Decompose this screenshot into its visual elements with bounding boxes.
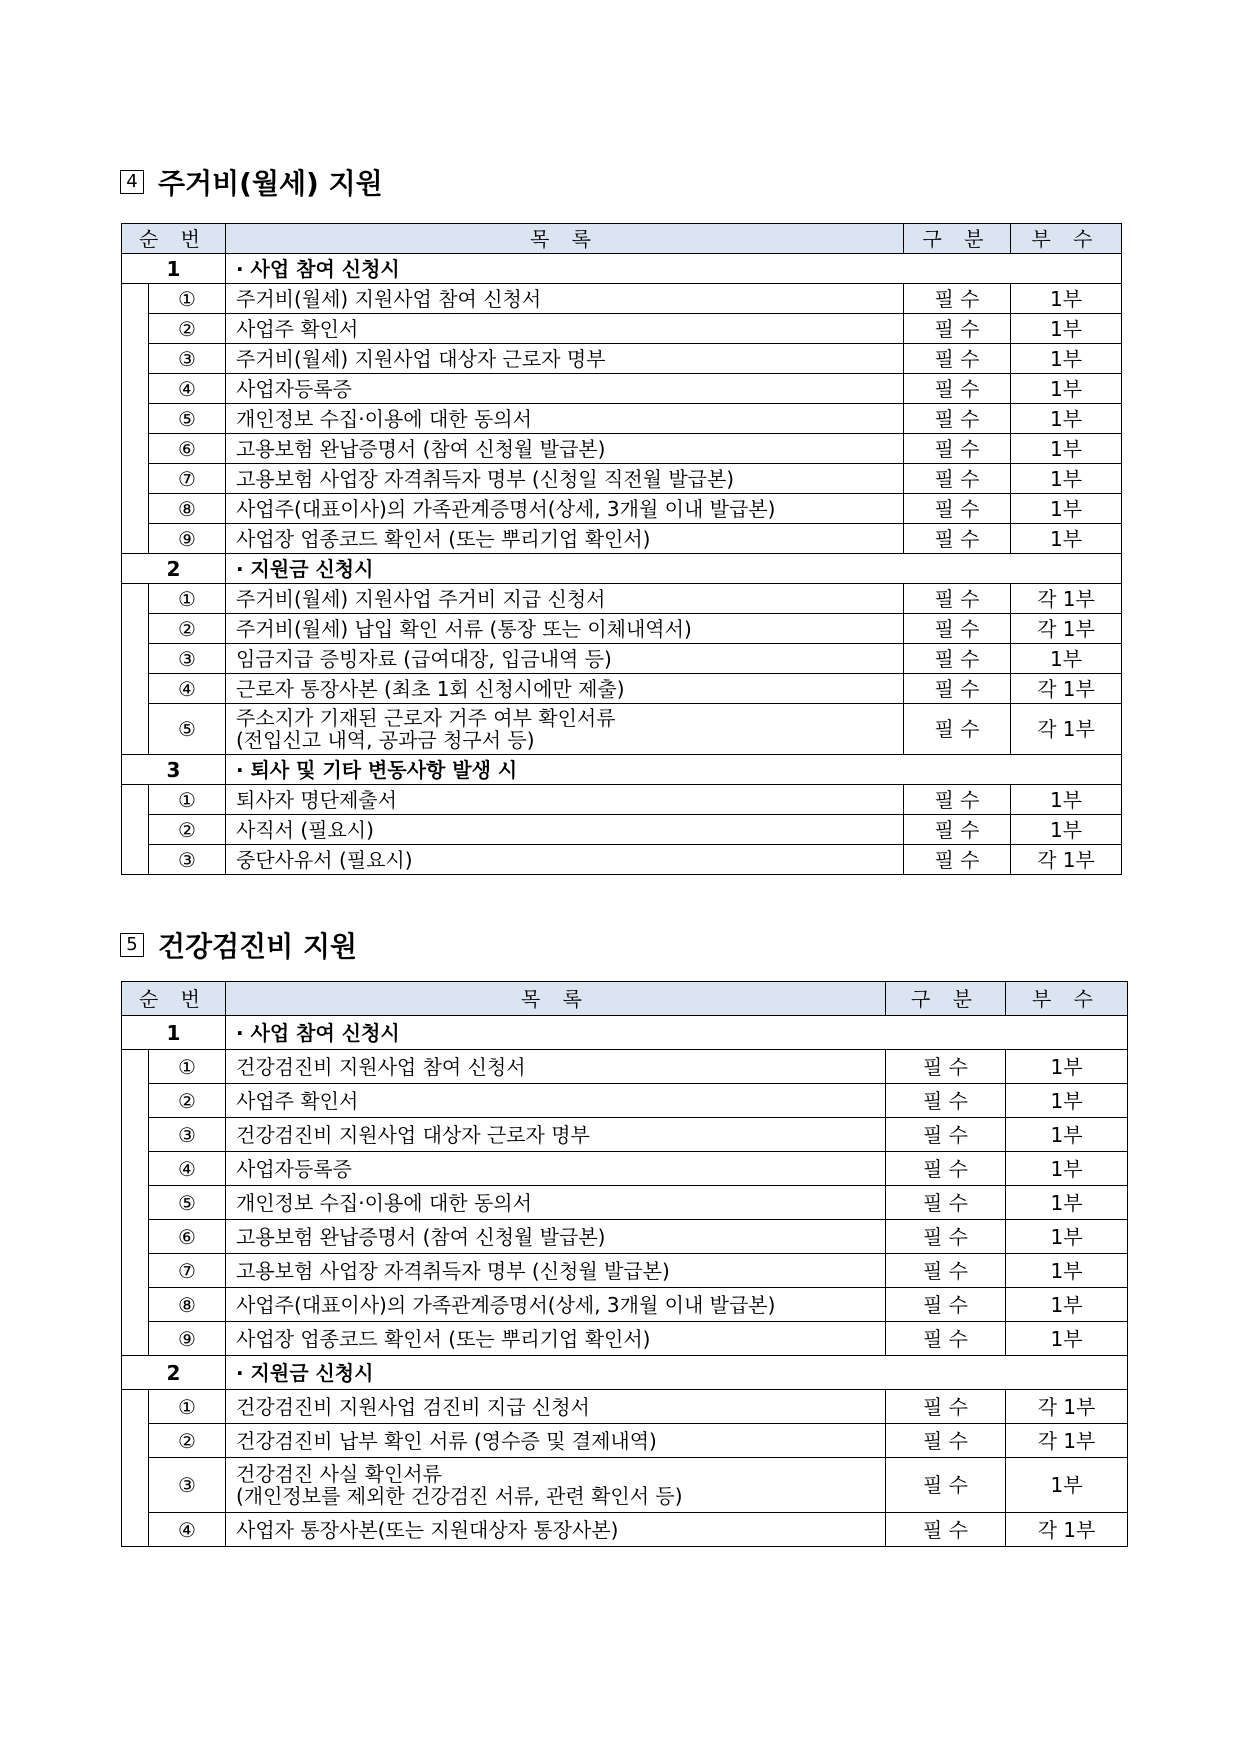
item-type: 필 수: [904, 374, 1011, 404]
item-mark: ⑥: [149, 1220, 226, 1254]
table-row: [122, 1424, 1128, 1458]
item-mark: ③: [149, 1118, 226, 1152]
indent-spacer: [122, 434, 149, 464]
item-text: 주거비(월세) 지원사업 대상자 근로자 명부: [226, 344, 904, 374]
item-text: 사업장 업종코드 확인서 (또는 뿌리기업 확인서): [226, 1322, 886, 1356]
item-copies: 1부: [1011, 314, 1122, 344]
table-row: [122, 494, 1122, 524]
group-number: 2: [122, 554, 226, 584]
item-text: 사업자 통장사본(또는 지원대상자 통장사본): [226, 1513, 886, 1547]
indent-spacer: [122, 644, 149, 674]
table-row: [122, 464, 1122, 494]
group-row: [122, 755, 1122, 785]
indent-spacer: [122, 1254, 149, 1288]
item-mark: ②: [149, 614, 226, 644]
item-copies: 1부: [1011, 644, 1122, 674]
table-row: [122, 584, 1122, 614]
item-copies: 1부: [1011, 404, 1122, 434]
table-header-row: [122, 224, 1122, 254]
indent-spacer: [122, 815, 149, 845]
item-mark: ③: [149, 644, 226, 674]
section-5-number: 5: [120, 933, 144, 957]
item-type: 필 수: [904, 704, 1011, 755]
item-copies: 각 1부: [1006, 1424, 1128, 1458]
item-text: 개인정보 수집·이용에 대한 동의서: [226, 404, 904, 434]
table-row: [122, 404, 1122, 434]
item-mark: ④: [149, 1513, 226, 1547]
indent-spacer: [122, 674, 149, 704]
table-row: [122, 1084, 1128, 1118]
item-text: 사업장 업종코드 확인서 (또는 뿌리기업 확인서): [226, 524, 904, 554]
section-5-title: [120, 925, 357, 965]
item-copies: 1부: [1011, 344, 1122, 374]
indent-spacer: [122, 1152, 149, 1186]
indent-spacer: [122, 1458, 149, 1513]
item-type: 필 수: [904, 404, 1011, 434]
item-text: 건강검진비 지원사업 참여 신청서: [226, 1050, 886, 1084]
section-5-heading: 건강검진비 지원: [158, 930, 358, 963]
header-copies: 부 수: [1011, 224, 1122, 254]
table-row: [122, 344, 1122, 374]
item-copies: 1부: [1006, 1220, 1128, 1254]
item-copies: 각 1부: [1011, 704, 1122, 755]
table-row: [122, 845, 1122, 875]
indent-spacer: [122, 1220, 149, 1254]
indent-spacer: [122, 1390, 149, 1424]
header-copies: 부 수: [1006, 982, 1128, 1016]
item-mark: ①: [149, 1050, 226, 1084]
item-mark: ②: [149, 815, 226, 845]
item-type: 필 수: [886, 1254, 1006, 1288]
item-mark: ⑤: [149, 704, 226, 755]
item-mark: ②: [149, 314, 226, 344]
item-text: 사업주 확인서: [226, 1084, 886, 1118]
item-type: 필 수: [904, 284, 1011, 314]
item-copies: 1부: [1006, 1118, 1128, 1152]
item-text: 건강검진비 지원사업 대상자 근로자 명부: [226, 1118, 886, 1152]
item-copies: 각 1부: [1006, 1513, 1128, 1547]
indent-spacer: [122, 1118, 149, 1152]
item-copies: 각 1부: [1011, 584, 1122, 614]
table-row: [122, 815, 1122, 845]
table-row: [122, 374, 1122, 404]
item-type: 필 수: [904, 314, 1011, 344]
table-row: [122, 1322, 1128, 1356]
indent-spacer: [122, 614, 149, 644]
item-mark: ①: [149, 1390, 226, 1424]
item-type: 필 수: [886, 1152, 1006, 1186]
item-text: 주거비(월세) 지원사업 주거비 지급 신청서: [226, 584, 904, 614]
item-mark: ①: [149, 284, 226, 314]
item-copies: 각 1부: [1006, 1390, 1128, 1424]
item-text: 개인정보 수집·이용에 대한 동의서: [226, 1186, 886, 1220]
indent-spacer: [122, 1513, 149, 1547]
group-number: 3: [122, 755, 226, 785]
item-copies: 1부: [1006, 1186, 1128, 1220]
item-type: 필 수: [904, 494, 1011, 524]
group-row: [122, 254, 1122, 284]
table-row: [122, 785, 1122, 815]
item-type: 필 수: [886, 1186, 1006, 1220]
item-copies: 1부: [1011, 434, 1122, 464]
table-row: [122, 614, 1122, 644]
item-text: [226, 1458, 886, 1513]
group-title: · 지원금 신청시: [226, 554, 1122, 584]
item-mark: ②: [149, 1424, 226, 1458]
item-type: 필 수: [886, 1458, 1006, 1513]
item-mark: ⑤: [149, 404, 226, 434]
table-row: [122, 644, 1122, 674]
indent-spacer: [122, 1186, 149, 1220]
table-row: [122, 704, 1122, 755]
header-type: 구 분: [904, 224, 1011, 254]
section-4-heading: 주거비(월세) 지원: [158, 167, 383, 200]
section-4-title: [120, 162, 383, 202]
group-row: [122, 1356, 1128, 1390]
item-text: 퇴사자 명단제출서: [226, 785, 904, 815]
group-title: · 사업 참여 신청시: [226, 254, 1122, 284]
item-mark: ⑧: [149, 494, 226, 524]
item-type: 필 수: [886, 1084, 1006, 1118]
item-copies: 1부: [1006, 1322, 1128, 1356]
header-seq: 순 번: [122, 224, 226, 254]
item-text-line-2: (개인정보를 제외한 건강검진 서류, 관련 확인서 등): [236, 1484, 683, 1508]
item-text: 고용보험 사업장 자격취득자 명부 (신청일 직전월 발급본): [226, 464, 904, 494]
item-text: 사업자등록증: [226, 1152, 886, 1186]
item-type: 필 수: [904, 815, 1011, 845]
item-text: 사직서 (필요시): [226, 815, 904, 845]
item-text: 고용보험 완납증명서 (참여 신청월 발급본): [226, 1220, 886, 1254]
header-seq: 순 번: [122, 982, 226, 1016]
item-copies: 1부: [1006, 1050, 1128, 1084]
table-header-row: [122, 982, 1128, 1016]
table-row: [122, 1288, 1128, 1322]
item-text-line-1: 건강검진 사실 확인서류: [236, 1462, 442, 1486]
item-mark: ③: [149, 344, 226, 374]
indent-spacer: [122, 1050, 149, 1084]
indent-spacer: [122, 344, 149, 374]
table-row: [122, 1118, 1128, 1152]
indent-spacer: [122, 584, 149, 614]
item-type: 필 수: [886, 1390, 1006, 1424]
indent-spacer: [122, 494, 149, 524]
table-row: [122, 434, 1122, 464]
table-row: [122, 674, 1122, 704]
item-text-line-1: 주소지가 기재된 근로자 거주 여부 확인서류: [236, 706, 616, 730]
indent-spacer: [122, 314, 149, 344]
item-mark: ⑨: [149, 524, 226, 554]
item-mark: ②: [149, 1084, 226, 1118]
item-mark: ⑦: [149, 1254, 226, 1288]
item-type: 필 수: [904, 344, 1011, 374]
item-type: 필 수: [886, 1118, 1006, 1152]
item-text: 건강검진비 납부 확인 서류 (영수증 및 결제내역): [226, 1424, 886, 1458]
item-text: 고용보험 완납증명서 (참여 신청월 발급본): [226, 434, 904, 464]
section-4-number: 4: [120, 170, 144, 194]
group-number: 1: [122, 254, 226, 284]
table-row: [122, 1220, 1128, 1254]
section-4-table: [121, 223, 1122, 875]
header-list: 목 록: [226, 224, 904, 254]
group-title: · 지원금 신청시: [226, 1356, 1128, 1390]
table-row: [122, 1458, 1128, 1513]
item-mark: ⑥: [149, 434, 226, 464]
item-copies: 1부: [1011, 815, 1122, 845]
item-copies: 각 1부: [1011, 674, 1122, 704]
group-number: 2: [122, 1356, 226, 1390]
item-copies: 1부: [1011, 494, 1122, 524]
group-title: · 퇴사 및 기타 변동사항 발생 시: [226, 755, 1122, 785]
section-5-table: [121, 981, 1128, 1547]
item-copies: 1부: [1006, 1152, 1128, 1186]
item-text: 사업자등록증: [226, 374, 904, 404]
table-row: [122, 1254, 1128, 1288]
item-copies: 1부: [1006, 1084, 1128, 1118]
item-type: 필 수: [904, 434, 1011, 464]
indent-spacer: [122, 464, 149, 494]
item-type: 필 수: [904, 614, 1011, 644]
item-copies: 1부: [1006, 1458, 1128, 1513]
item-copies: 각 1부: [1011, 614, 1122, 644]
item-copies: 각 1부: [1011, 845, 1122, 875]
item-mark: ⑤: [149, 1186, 226, 1220]
item-copies: 1부: [1011, 464, 1122, 494]
item-mark: ④: [149, 374, 226, 404]
item-type: 필 수: [886, 1322, 1006, 1356]
item-copies: 1부: [1011, 374, 1122, 404]
table-row: [122, 524, 1122, 554]
item-mark: ①: [149, 584, 226, 614]
item-text: 사업주(대표이사)의 가족관계증명서(상세, 3개월 이내 발급본): [226, 494, 904, 524]
item-type: 필 수: [886, 1513, 1006, 1547]
indent-spacer: [122, 1288, 149, 1322]
item-mark: ⑦: [149, 464, 226, 494]
item-mark: ③: [149, 1458, 226, 1513]
item-type: 필 수: [886, 1220, 1006, 1254]
item-text: 고용보험 사업장 자격취득자 명부 (신청월 발급본): [226, 1254, 886, 1288]
item-copies: 1부: [1011, 524, 1122, 554]
indent-spacer: [122, 704, 149, 755]
indent-spacer: [122, 1322, 149, 1356]
item-text: 중단사유서 (필요시): [226, 845, 904, 875]
item-mark: ④: [149, 674, 226, 704]
indent-spacer: [122, 404, 149, 434]
indent-spacer: [122, 1084, 149, 1118]
item-mark: ④: [149, 1152, 226, 1186]
table-row: [122, 284, 1122, 314]
indent-spacer: [122, 1424, 149, 1458]
item-mark: ⑧: [149, 1288, 226, 1322]
item-text-line-2: (전입신고 내역, 공과금 청구서 등): [236, 728, 535, 752]
item-mark: ③: [149, 845, 226, 875]
item-mark: ⑨: [149, 1322, 226, 1356]
table-row: [122, 1186, 1128, 1220]
item-type: 필 수: [904, 785, 1011, 815]
group-title: · 사업 참여 신청시: [226, 1016, 1128, 1050]
item-text: [226, 704, 904, 755]
table-row: [122, 1390, 1128, 1424]
item-copies: 1부: [1006, 1288, 1128, 1322]
item-text: 사업주 확인서: [226, 314, 904, 344]
item-type: 필 수: [886, 1288, 1006, 1322]
item-text: 근로자 통장사본 (최초 1회 신청시에만 제출): [226, 674, 904, 704]
item-type: 필 수: [904, 845, 1011, 875]
item-copies: 1부: [1011, 785, 1122, 815]
item-text: 사업주(대표이사)의 가족관계증명서(상세, 3개월 이내 발급본): [226, 1288, 886, 1322]
table-row: [122, 1050, 1128, 1084]
item-type: 필 수: [904, 464, 1011, 494]
indent-spacer: [122, 845, 149, 875]
group-number: 1: [122, 1016, 226, 1050]
item-text: 주거비(월세) 지원사업 참여 신청서: [226, 284, 904, 314]
item-type: 필 수: [904, 644, 1011, 674]
table-row: [122, 314, 1122, 344]
indent-spacer: [122, 374, 149, 404]
item-type: 필 수: [904, 674, 1011, 704]
header-list: 목 록: [226, 982, 886, 1016]
item-mark: ①: [149, 785, 226, 815]
item-type: 필 수: [904, 584, 1011, 614]
header-type: 구 분: [886, 982, 1006, 1016]
group-row: [122, 554, 1122, 584]
item-type: 필 수: [886, 1424, 1006, 1458]
indent-spacer: [122, 524, 149, 554]
item-copies: 1부: [1006, 1254, 1128, 1288]
table-row: [122, 1513, 1128, 1547]
item-type: 필 수: [904, 524, 1011, 554]
item-text: 주거비(월세) 납입 확인 서류 (통장 또는 이체내역서): [226, 614, 904, 644]
item-type: 필 수: [886, 1050, 1006, 1084]
indent-spacer: [122, 284, 149, 314]
item-copies: 1부: [1011, 284, 1122, 314]
table-row: [122, 1152, 1128, 1186]
item-text: 건강검진비 지원사업 검진비 지급 신청서: [226, 1390, 886, 1424]
indent-spacer: [122, 785, 149, 815]
group-row: [122, 1016, 1128, 1050]
item-text: 임금지급 증빙자료 (급여대장, 입금내역 등): [226, 644, 904, 674]
